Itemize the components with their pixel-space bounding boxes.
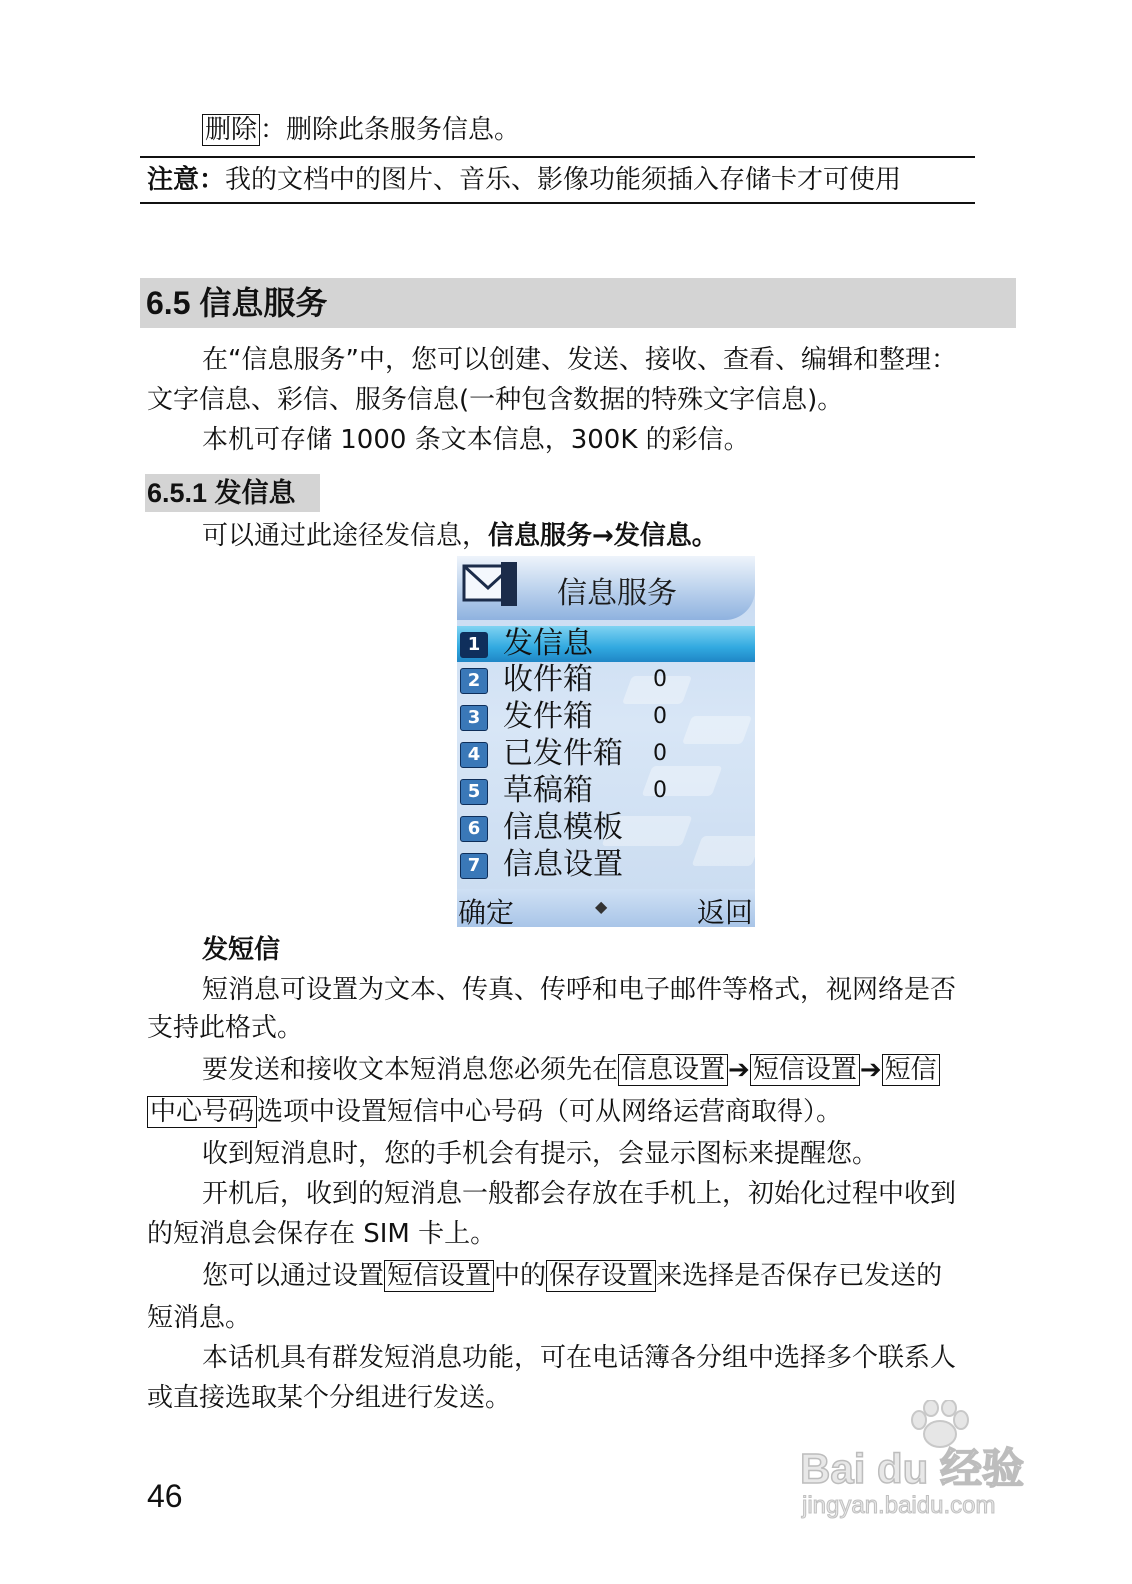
p2-pre: 要发送和接收文本短消息您必须先在 xyxy=(202,1055,619,1085)
phone-title: 信息服务 xyxy=(557,576,677,611)
section-p2: 本机可存储 1000 条文本信息，300K 的彩信。 xyxy=(202,425,750,455)
number-4-icon: 4 xyxy=(460,742,488,768)
phone-header xyxy=(457,556,755,620)
menu-item-count: 0 xyxy=(653,704,667,729)
body-p6-line2: 或直接选取某个分组进行发送。 xyxy=(147,1383,512,1413)
number-2-icon: 2 xyxy=(460,668,488,694)
p5-post: 来选择是否保存已发送的 xyxy=(656,1261,943,1291)
menu-item-label: 信息设置 xyxy=(503,847,623,882)
envelope-icon xyxy=(461,562,517,606)
subsection-title: 6.5.1 发信息 xyxy=(147,478,296,508)
box-sms-settings: 短信设置 xyxy=(750,1054,860,1086)
body-p4-line2: 的短消息会保存在 SIM 卡上。 xyxy=(147,1219,497,1249)
menu-item-outbox[interactable] xyxy=(457,699,755,735)
body-p3: 收到短消息时，您的手机会有提示，会显示图标来提醒您。 xyxy=(202,1139,879,1169)
softkey-ok[interactable]: 确定 xyxy=(458,896,515,927)
body-p1-line2: 支持此格式。 xyxy=(147,1013,304,1043)
body-p2-line2 xyxy=(147,1092,842,1132)
menu-item-drafts[interactable] xyxy=(457,773,755,809)
body-p5-line2: 短消息。 xyxy=(147,1303,252,1333)
body-p6-line1: 本话机具有群发短消息功能，可在电话簿各分组中选择多个联系人 xyxy=(202,1343,957,1373)
delete-box: 删除 xyxy=(202,114,260,146)
number-1-icon: 1 xyxy=(460,632,488,658)
menu-item-count: 0 xyxy=(653,741,667,766)
p2-post: 选项中设置短信中心号码（可从网络运营商取得）。 xyxy=(257,1097,843,1127)
menu-item-sent[interactable] xyxy=(457,736,755,772)
delete-desc: ：删除此条服务信息。 xyxy=(260,115,521,145)
body-p4-line1: 开机后，收到的短消息一般都会存放在手机上，初始化过程中收到 xyxy=(202,1179,957,1209)
body-p2-line1 xyxy=(202,1050,940,1090)
box-sms-center-b: 中心号码 xyxy=(147,1096,257,1128)
softkey-back[interactable]: 返回 xyxy=(696,896,753,927)
arrow-right-icon: ➔ xyxy=(859,1055,882,1085)
number-6-icon: 6 xyxy=(460,816,488,842)
intro-path: 信息服务→发信息。 xyxy=(488,521,718,551)
watermark-brand: Bai du 经验 xyxy=(800,1445,1025,1492)
menu-item-label: 发件箱 xyxy=(503,699,593,734)
menu-item-label: 草稿箱 xyxy=(503,773,593,808)
watermark-url: jingyan.baidu.com xyxy=(802,1492,996,1519)
body-heading: 发短信 xyxy=(202,935,281,965)
menu-item-label: 已发件箱 xyxy=(503,736,623,771)
nav-key-icon: ◆ xyxy=(595,897,608,916)
body-p5-line1 xyxy=(202,1256,942,1296)
menu-item-label: 信息模板 xyxy=(503,810,623,845)
menu-item-send[interactable] xyxy=(457,626,755,662)
menu-item-count: 0 xyxy=(653,778,667,803)
menu-item-templates[interactable] xyxy=(457,810,755,846)
intro-plain: 可以通过此途径发信息， xyxy=(202,521,489,551)
p5-mid: 中的 xyxy=(494,1261,547,1291)
section-heading-bar xyxy=(140,278,1016,328)
subsection-heading-bar xyxy=(145,474,320,512)
menu-item-inbox[interactable] xyxy=(457,662,755,698)
number-5-icon: 5 xyxy=(460,779,488,805)
phone-screen xyxy=(457,556,755,927)
menu-item-label: 发信息 xyxy=(503,626,593,661)
section-title: 6.5 信息服务 xyxy=(146,285,328,321)
p5-pre: 您可以通过设置 xyxy=(202,1261,385,1291)
box-sms-center-a: 短信 xyxy=(882,1054,940,1086)
box-sms-settings-2: 短信设置 xyxy=(384,1260,494,1292)
section-p1-line2: 文字信息、彩信、服务信息(一种包含数据的特殊文字信息)。 xyxy=(147,385,844,415)
box-save-settings: 保存设置 xyxy=(546,1260,656,1292)
number-7-icon: 7 xyxy=(460,853,488,879)
box-info-settings: 信息设置 xyxy=(618,1054,728,1086)
menu-item-count: 0 xyxy=(653,667,667,692)
note-label: 注意： xyxy=(147,165,226,195)
arrow-right-icon: ➔ xyxy=(728,1055,750,1085)
baidu-watermark xyxy=(800,1400,1100,1530)
menu-item-settings[interactable] xyxy=(457,847,755,883)
page-number: 46 xyxy=(147,1478,183,1514)
delete-line xyxy=(202,110,520,150)
note-text: 我的文档中的图片、音乐、影像功能须插入存储卡才可使用 xyxy=(225,165,902,195)
phone-softkey-bar xyxy=(457,889,755,927)
number-3-icon: 3 xyxy=(460,705,488,731)
note-rule-bottom xyxy=(140,202,975,204)
note-rule-top xyxy=(140,156,975,158)
subsection-intro xyxy=(202,516,718,556)
menu-item-label: 收件箱 xyxy=(503,662,593,697)
section-p1-line1: 在“信息服务”中，您可以创建、发送、接收、查看、编辑和整理： xyxy=(202,345,957,375)
body-p1-line1: 短消息可设置为文本、传真、传呼和电子邮件等格式，视网络是否 xyxy=(202,975,957,1005)
note-line xyxy=(147,160,901,200)
